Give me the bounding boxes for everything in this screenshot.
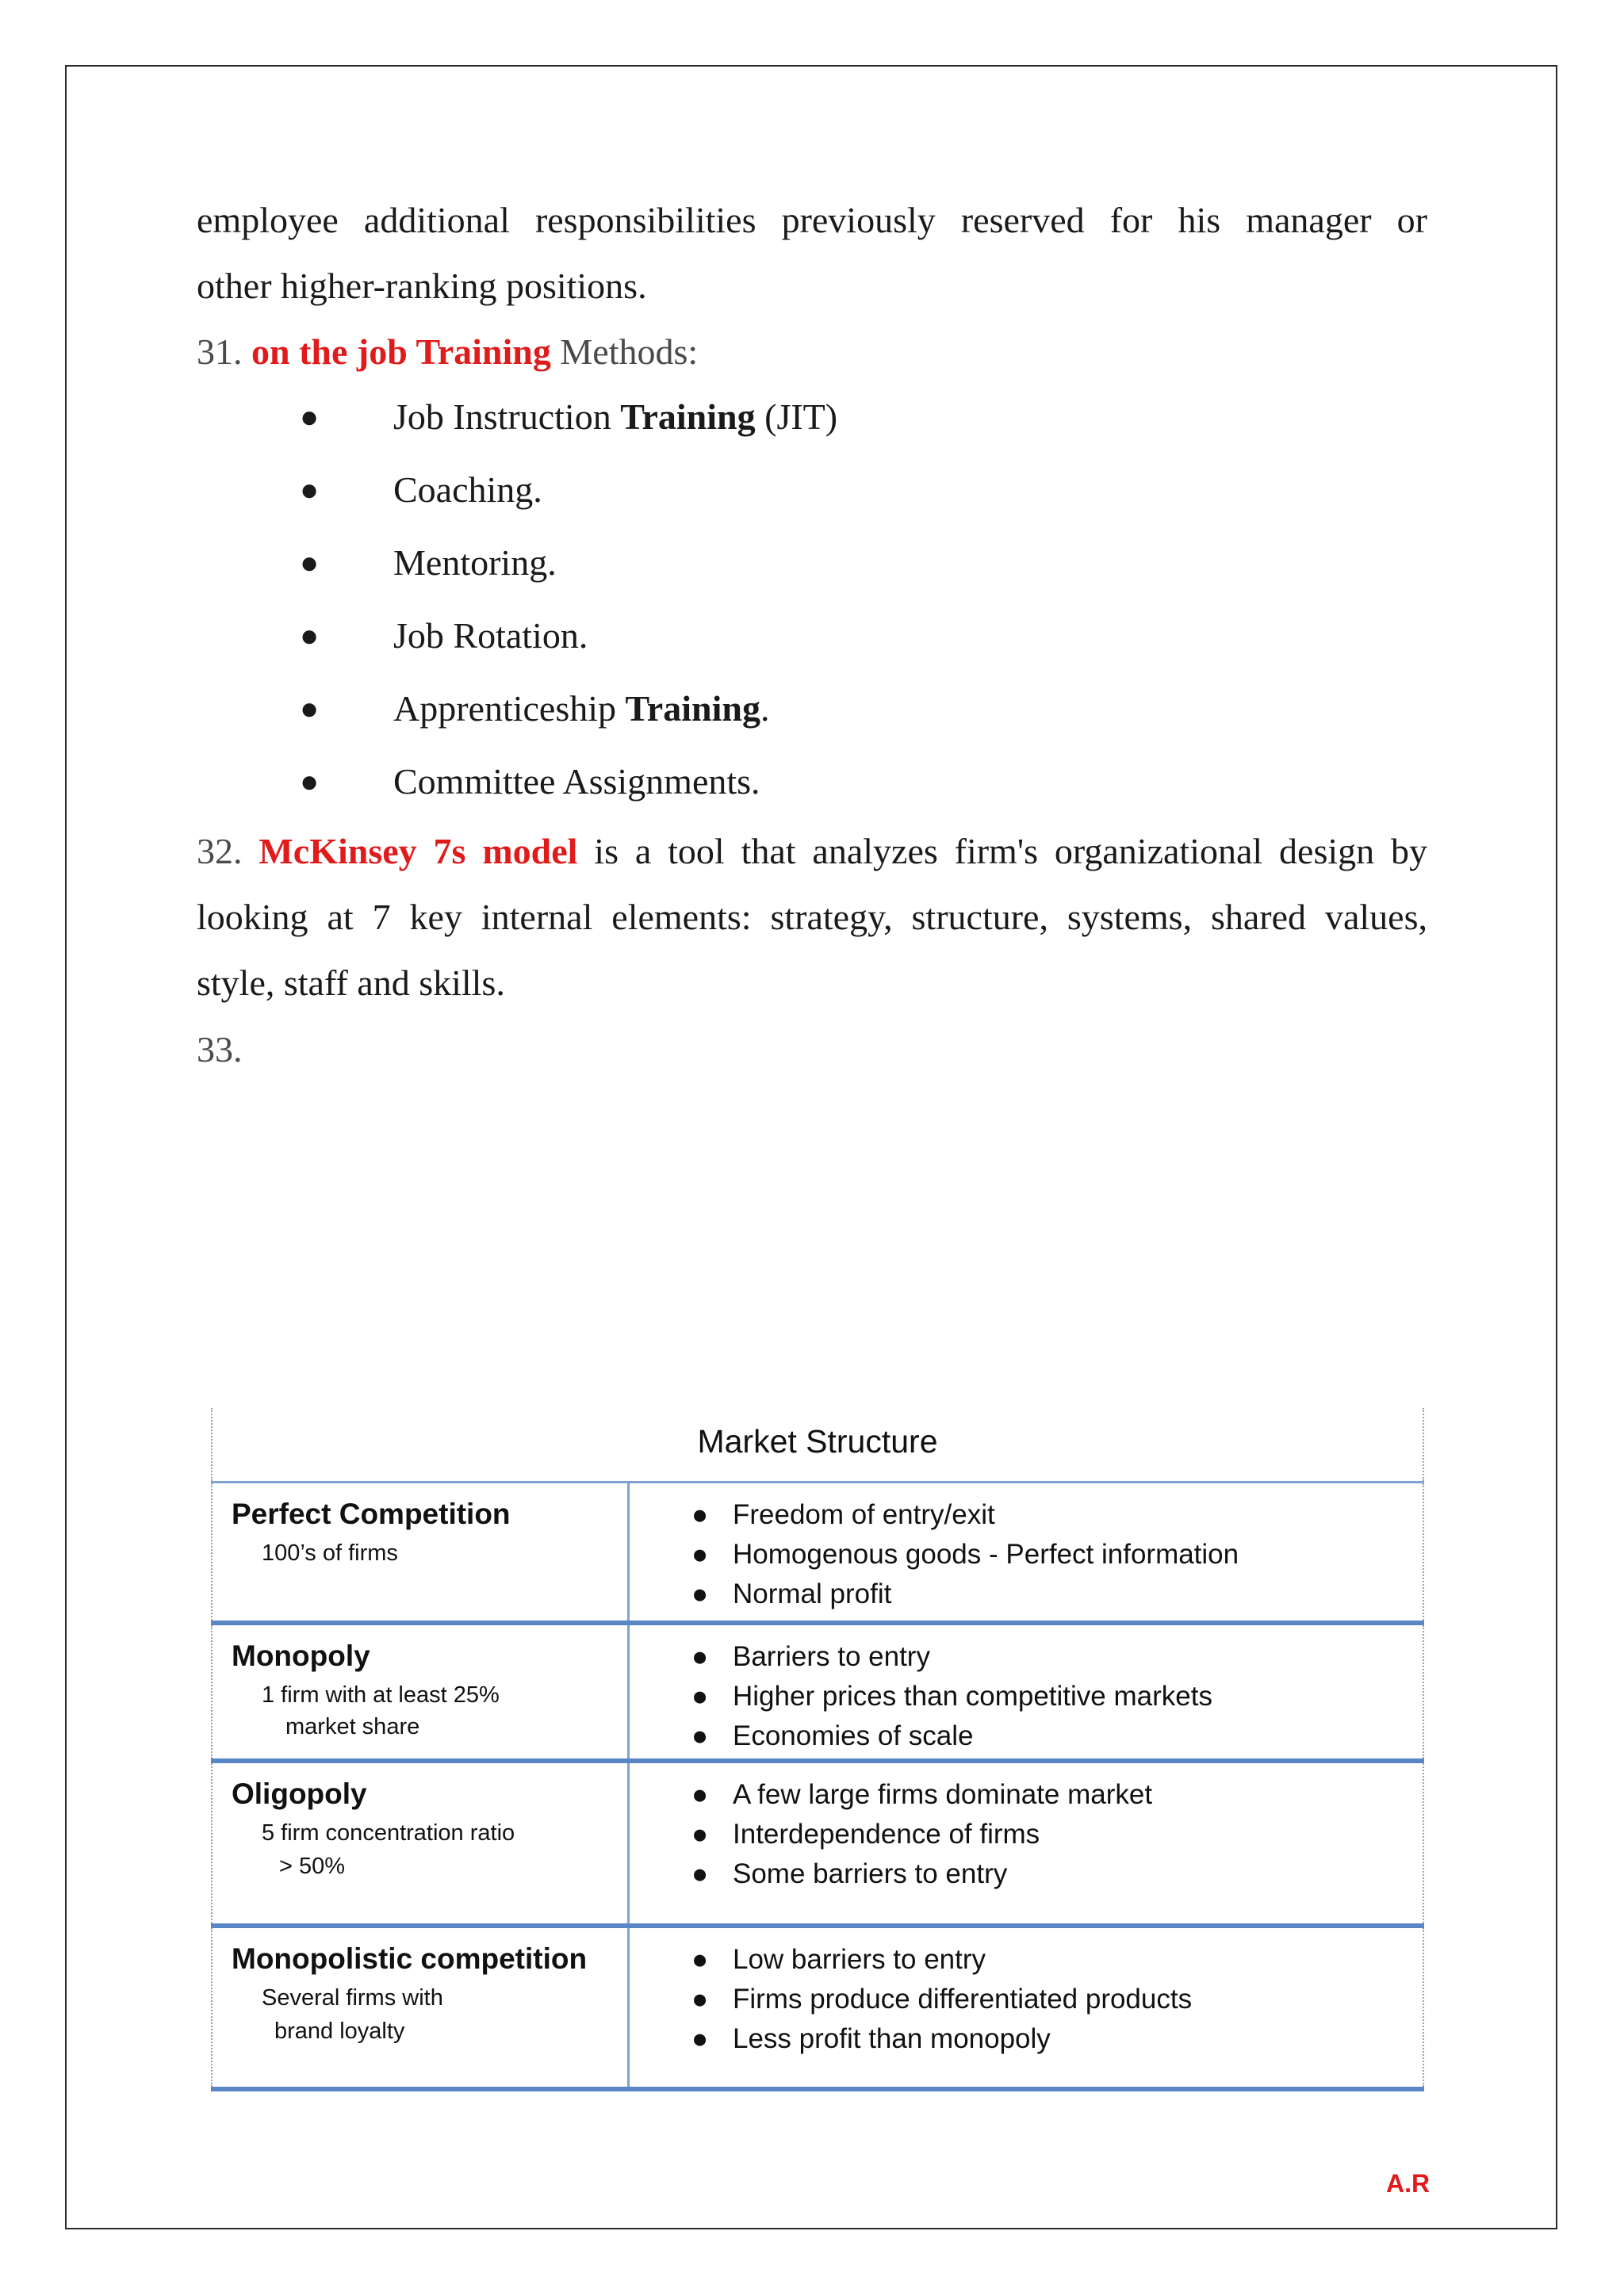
characteristics-cell: ● Freedom of entry/exit ● Homogenous goods - Perfect information ● Normal profit [630, 1483, 1424, 1621]
bullet-icon: ● [300, 545, 320, 580]
bullet-text: Apprenticeship [393, 688, 626, 729]
bullet-icon: ● [300, 472, 320, 507]
item-32-line-2: looking at 7 key internal elements: strategy, structure, systems, shared values, [197, 897, 1427, 937]
bullet-icon: ● [300, 691, 320, 726]
table-row [211, 1621, 1424, 1758]
bullet-text: Coaching. [393, 469, 542, 510]
table-row [211, 1758, 1424, 1923]
bullet-icon: ● [691, 1641, 709, 1672]
market-type-detail: 5 firm concentration ratio [262, 1820, 515, 1846]
bullet-bold-text: Training [625, 688, 760, 729]
bullet-icon: ● [691, 1944, 709, 1975]
characteristics-cell: ● Low barriers to entry ● Firms produce differentiated products ● Less profit than monopoly [630, 1928, 1424, 2087]
bullet-text: Job Rotation. [393, 615, 588, 656]
item-31-number: 31. [197, 331, 243, 372]
paragraph-30-line-2: other higher-ranking positions. [197, 266, 647, 306]
market-structure-table [211, 1408, 1424, 2090]
market-type-detail: > 50% [279, 1854, 346, 1879]
market-type-cell [211, 1625, 630, 1758]
bullet-icon: ● [691, 1858, 709, 1889]
bullet-icon: ● [300, 618, 320, 653]
bullet-icon: ● [691, 2023, 709, 2054]
item-33-number: 33. [197, 1029, 243, 1070]
item-32-number: 32. [197, 831, 243, 871]
bullet-text: Mentoring. [393, 542, 557, 583]
item-32-line-1 [197, 818, 1427, 884]
paragraph-30-line-1: employee additional responsibilities previously reserved for his manager or [197, 200, 1427, 240]
bullet-icon: ● [691, 1681, 709, 1712]
market-type-name: Oligopoly [232, 1777, 367, 1810]
bullet-icon: ● [300, 763, 320, 799]
market-type-name: Monopoly [232, 1640, 370, 1672]
bullet-icon: ● [691, 1779, 709, 1810]
characteristics-cell: ● Barriers to entry ● Higher prices than competitive markets ● Economies of scale [630, 1625, 1424, 1758]
item-31-heading [197, 319, 1427, 385]
item-32-paragraph [197, 818, 1427, 1016]
training-methods-list [197, 384, 1427, 828]
table-row [211, 1481, 1424, 1621]
item-32-highlight: McKinsey 7s model [259, 831, 578, 871]
bullet-icon: ● [691, 1819, 709, 1850]
bullet-bold-text: Training [620, 396, 756, 437]
item-32-line-3: style, staff and skills. [197, 962, 505, 1003]
bullet-suffix: . [760, 688, 770, 729]
bullet-suffix: (JIT) [755, 396, 838, 437]
table-row [211, 1923, 1424, 2091]
item-31-rest: Methods: [560, 331, 699, 372]
market-type-detail: market share [285, 1714, 420, 1739]
market-type-detail: Several firms with [262, 1985, 443, 2011]
bullet-icon: ● [691, 1984, 709, 2015]
paragraph-30-tail [197, 187, 1427, 319]
item-32-line-1-rest: is a tool that analyzes firm's organizational design by [594, 831, 1428, 871]
market-type-name: Perfect Competition [232, 1498, 511, 1530]
bullet-icon: ● [691, 1499, 709, 1530]
market-type-detail: brand loyalty [274, 2019, 405, 2044]
bullet-text: Committee Assignments. [393, 761, 760, 802]
market-structure-title: Market Structure [211, 1408, 1424, 1481]
item-33-heading [197, 1016, 1427, 1082]
bullet-text: Job Instruction [393, 396, 621, 437]
market-type-cell [211, 1928, 630, 2087]
market-type-cell [211, 1483, 630, 1621]
item-31-highlight: on the job Training [251, 331, 551, 372]
market-type-detail: 100’s of firms [262, 1540, 398, 1566]
bullet-icon: ● [691, 1578, 709, 1609]
bullet-icon: ● [691, 1539, 709, 1570]
author-initials: A.R [1386, 2169, 1431, 2198]
market-type-detail: 1 firm with at least 25% [262, 1682, 500, 1708]
market-type-name: Monopolistic competition [232, 1942, 588, 1975]
characteristics-cell: ● A few large firms dominate market ● Interdependence of firms ● Some barriers to entry [630, 1763, 1424, 1923]
bullet-icon: ● [300, 399, 320, 434]
market-type-cell [211, 1763, 630, 1923]
bullet-icon: ● [691, 1720, 709, 1751]
